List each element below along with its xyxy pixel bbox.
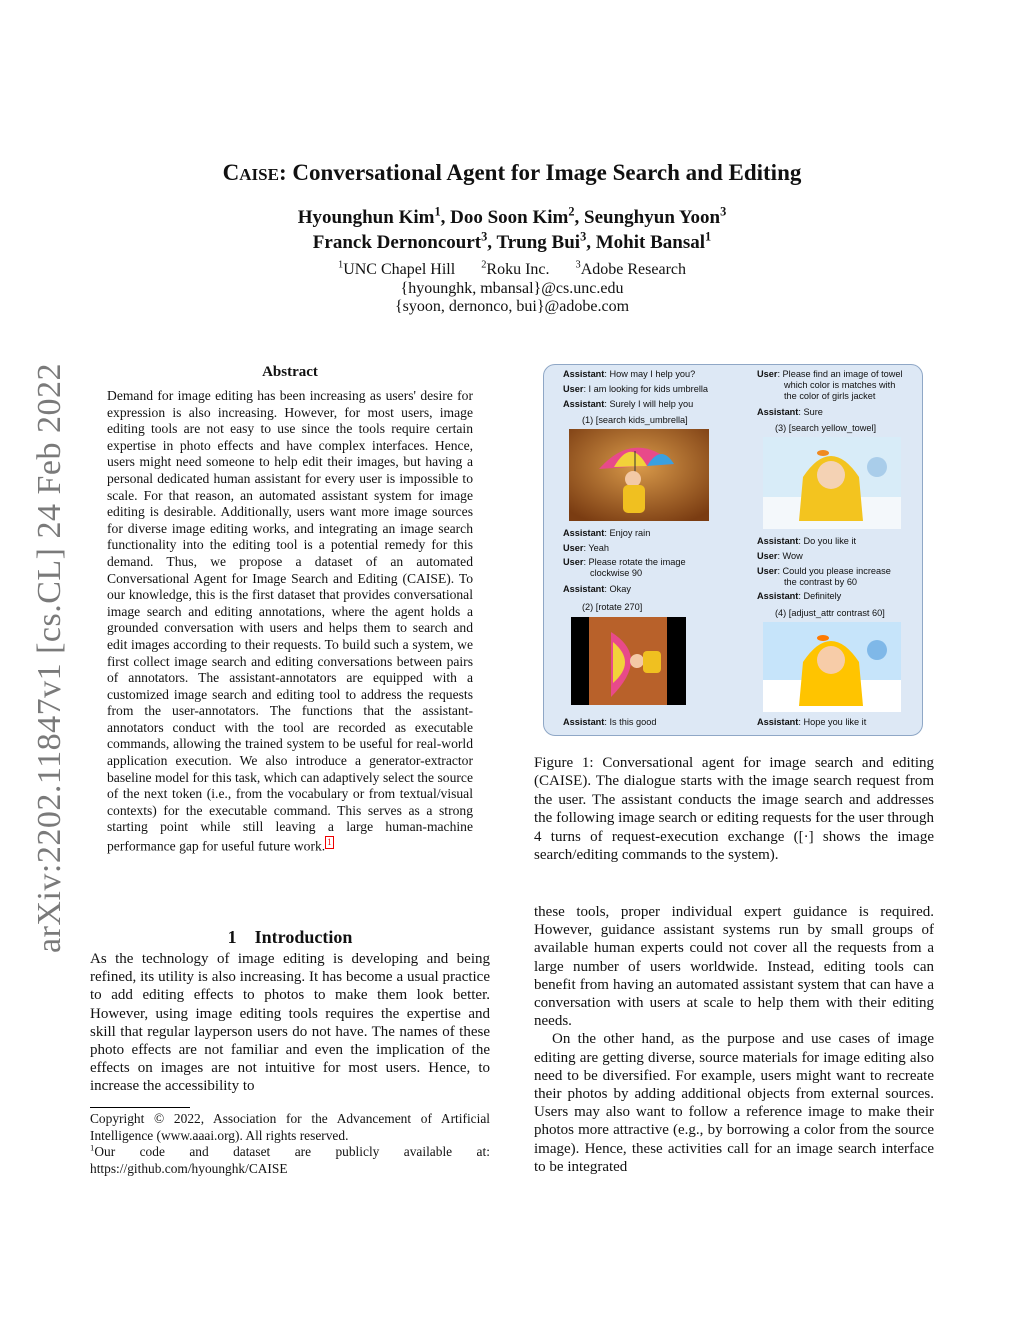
dialogue-turn: Assistant: Okay <box>563 584 631 594</box>
author-name: Doo Soon Kim <box>450 207 569 228</box>
abstract-heading: Abstract <box>262 364 318 380</box>
paper-title <box>0 160 1024 186</box>
email-line: {syoon, dernonco, bui}@adobe.com <box>394 298 630 315</box>
dialogue-turn: User: Please rotate the image <box>563 557 686 567</box>
dialogue-turn: User: Yeah <box>563 543 609 553</box>
footnote-word: available <box>403 1144 453 1159</box>
author-affil-sup: 2 <box>568 204 575 219</box>
footnote-word: dataset <box>233 1144 271 1159</box>
photo-baby-towel-contrast <box>763 622 901 712</box>
code-footnote-line <box>90 1144 490 1161</box>
footnote-word: are <box>294 1144 312 1159</box>
dialogue-turn-continuation: which color is matches with <box>784 380 896 390</box>
author-name: Hyounghun Kim <box>297 207 435 228</box>
footnote-marker: 1 <box>90 1142 95 1153</box>
footnote-word: $^1$Our <box>90 1142 116 1159</box>
paragraph: On the other hand, as the purpose and use cases of image editing are getting diverse, source materials for image editing also need to be diversified. For example, users might want to recreate their photos by adding additional objects from external sources. Users may also want to follow a reference image to make their photos more attractive (e.g., by borrowing a color from the source image). Hence, these activities call for an image search interface to be integrated <box>534 1031 934 1175</box>
dialogue-turn: Assistant: How may I help you? <box>563 369 696 379</box>
author-line-2: Franck Dernoncourt$^3$, Trung Bui$^3$, Mohit Bansal$^1$ <box>312 229 712 253</box>
arxiv-identifier: arXiv:2202.11847v1 [cs.CL] 24 Feb 2022 <box>31 362 68 954</box>
dialogue-turn: Assistant: Is this good <box>563 717 657 727</box>
author-affil-sup: 3 <box>720 204 727 219</box>
copyright-footnote: Copyright © 2022, Association for the Advancement of Artificial Intelligence (www.aaai.org). All rights reserved. <box>90 1111 490 1143</box>
photo-rotated-umbrella <box>571 617 686 705</box>
system-command: (2) [rotate 270] <box>582 602 643 612</box>
code-url-link[interactable]: https://github.com/hyounghk/CAISE <box>90 1160 288 1176</box>
author-line-1: Hyounghun Kim$^1$, Doo Soon Kim$^2$, Seunghyun Yoon$^3$ <box>297 204 727 228</box>
author-affil-sup: 1 <box>434 204 441 219</box>
author-affil-sup: 3 <box>580 229 587 244</box>
author-name: Trung Bui <box>496 232 581 253</box>
author-affil-sup: 3 <box>481 229 488 244</box>
title-rest: : Conversational Agent for Image Search and Editing <box>278 160 802 185</box>
title-caise-initial: C <box>222 160 240 185</box>
dialogue-turn-continuation: clockwise 90 <box>590 568 643 578</box>
author-name: Franck Dernoncourt <box>312 232 482 253</box>
dialogue-turn: Assistant: Enjoy rain <box>563 528 651 538</box>
affiliation: Adobe Research <box>580 261 686 278</box>
dialogue-turn: User: Could you please increase <box>757 566 891 576</box>
affil-sup: 2 <box>481 259 487 271</box>
footnote-word: publicly <box>335 1144 380 1159</box>
photo-girl-umbrella <box>569 429 709 521</box>
dialogue-turn: Assistant: Definitely <box>757 591 842 601</box>
footnote-word: and <box>189 1144 209 1159</box>
section-heading-introduction: 1 Introduction <box>227 927 353 947</box>
abstract-body <box>107 388 473 855</box>
dialogue-turn: Assistant: Sure <box>757 407 823 417</box>
author-affil-sup: 1 <box>705 229 712 244</box>
dialogue-turn: User: I am looking for kids umbrella <box>563 384 709 394</box>
figure-1-dialogue-panel <box>543 364 923 736</box>
author-name: Mohit Bansal <box>595 232 706 253</box>
affil-sup: 3 <box>575 259 581 271</box>
dialogue-turn-continuation: the contrast by 60 <box>784 577 858 587</box>
dialogue-turn: User: Please find an image of towel <box>757 369 903 379</box>
code-footnote <box>90 1144 490 1177</box>
paragraph: these tools, proper individual expert guidance is required. However, guidance assistant systems run by small groups of available human experts could not cover all the requests from a large number of users worldwide. Instead, editing tools can benefit from having an automated assistant system that can have a conversation with users at scale to help them with their editing needs. <box>534 904 934 1030</box>
system-command: (3) [search yellow_towel] <box>775 423 877 433</box>
introduction-body: As the technology of image editing is developing and being refined, its utility is also increasing. It has become a usual practice to add editing effects to photos to make them look better. However, using image editing tools requires the expertise and skill that regular layperson users do not have. The names of these photo effects are not familiar and even the implication of the effects on images are not intuitive for most users. Hence, to increase the accessibility to <box>90 951 490 1095</box>
abstract-text: Demand for image editing has been increasing as users' desire for expression is also increasing. However, for most users, image editing tools are not easy to use since the tools require certain expertise in photo effects and have complex interfaces. Hence, users might need someone to help edit their images, but having a personal dedicated human assistant for every user is impossible to scale. For that reason, an automated assistant system for image editing is desirable. Additionally, users want more image sources for diverse image editing works, and integrating an image search functionality into the editing tool is a potential remedy for this demand. Thus, we propose a dataset of an automated Conversational Agent for Image Search and Editing (CAISE). To our knowledge, this is the first dataset that provides conversational image search and editing annotations, where the agent holds a grounded conversation with users and helps them to search and edit images according to their requests. To build such a system, we first collect image search and editing conversations between pairs of annotators. The assistant-annotators are equipped with a customized image search and editing tool to address the requests from the user-annotators. The functions that the assistant-annotators conduct with the tool are recorded as executable commands, allowing the trained system to be useful for real-world application execution. We also introduce a generator-extractor baseline model for this task, which can adaptively select the source of the next token (i.e., from the vocabulary or from textual/visual contexts) for the executable command. This serves as a strong starting point while still leaving a large human-machine performance gap for useful future work. <box>107 388 473 854</box>
photo-baby-towel <box>763 437 901 529</box>
affiliation: Roku Inc. <box>486 261 550 278</box>
title-caise-smallcaps: AISE <box>239 165 279 184</box>
author-name: Seunghyun Yoon <box>584 207 721 228</box>
dialogue-turn: User: Wow <box>757 551 803 561</box>
system-command: (1) [search kids_umbrella] <box>582 415 688 425</box>
dialogue-turn: Assistant: Surely I will help you <box>563 399 694 409</box>
dialogue-turn: Assistant: Do you like it <box>757 536 857 546</box>
affil-sup: 1 <box>337 259 344 271</box>
affiliation: UNC Chapel Hill <box>343 261 456 278</box>
affiliations <box>0 261 1024 279</box>
footnote-link[interactable]: 1 <box>327 837 332 848</box>
footnote-rule <box>90 1107 190 1108</box>
dialogue-turn-continuation: the color of girls jacket <box>784 391 876 401</box>
email-line: {hyounghk, mbansal}@cs.unc.edu <box>400 280 624 297</box>
footnote-word: code <box>139 1144 165 1159</box>
footnote-word: at: <box>476 1144 490 1159</box>
dialogue-turn: Assistant: Hope you like it <box>757 717 867 727</box>
system-command: (4) [adjust_attr contrast 60] <box>775 608 885 618</box>
figure-1-caption: Figure 1: Conversational agent for image search and editing (CAISE). The dialogue starts with the image search request from the user. The assistant conducts the image search and addresses the following image search or editing requests for the user through 4 turns of request-execution exchange ([·] shows the image search/editing commands to the system). <box>534 755 934 864</box>
right-column-body <box>534 903 934 1176</box>
